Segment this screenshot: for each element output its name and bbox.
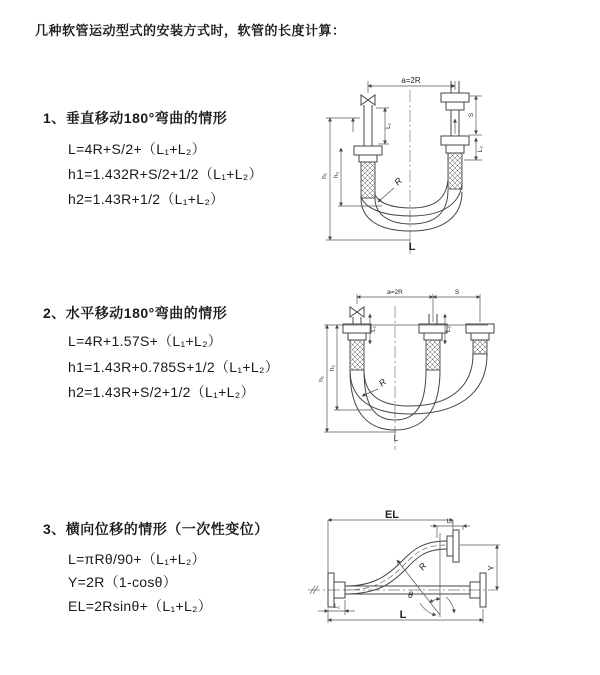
d1-radius-label: R [392,175,405,188]
d3-dim-l-label: L [399,609,407,621]
d1-hose-shallow-inner [375,180,448,208]
d2-left-flange [343,324,371,333]
section-1-heading: 1、垂直移动180°弯曲的情形 [43,110,228,126]
d3-upper-flange [453,530,459,562]
d1-hose-deep-outer [361,192,462,231]
d2-right-braid [473,340,487,354]
diagram-2-horizontal-bend [310,282,600,462]
d1-dim-l2-label: L₂ [477,145,484,153]
d3-dim-y-label: Y [487,565,496,571]
section-1-formula-h1: h1=1.432R+S/2+1/2（L₁+L₂） [68,166,263,182]
d2-valve-icon [350,307,364,317]
d2-right-flange [466,324,494,333]
d2-dim-l1-label: L₁ [370,326,377,332]
section-2-formula-h1: h1=1.43R+0.785S+1/2（L₁+L₂） [68,359,279,375]
d3-hose-curve-bottom [345,549,447,594]
d3-dim-l1-label: L₁ [334,603,340,610]
d2-dim-s-label: S [454,289,460,296]
d3-hose-curve-top [345,541,447,586]
d3-dim-el-label: EL [384,509,400,521]
d1-right-lower-flange [441,136,469,145]
d2-dim-h1-label: h₁ [318,376,325,382]
d2-dim-l2-label: L₂ [445,325,452,333]
d1-right-upper-flange [441,93,469,102]
d3-radius-label: R [416,560,429,573]
d3-swing-arrow-left [420,603,436,615]
d1-right-braid [448,153,462,189]
diagram-1-vertical-bend [310,68,600,258]
section-3-formula-L: L=πRθ/90+（L₁+L₂） [68,551,206,567]
d2-radius-label: R [376,376,389,389]
d2-dim-h2-label: h₂ [329,364,336,372]
d2-middle-braid [426,340,440,370]
d2-dim-a2r-label: a=2R [387,289,403,296]
page-title: 几种软管运动型式的安装方式时，软管的长度计算： [35,23,346,38]
section-3-heading: 3、横向位移的情形（一次性变位） [43,521,269,537]
d2-middle-flange [419,324,447,333]
d1-length-label: L [408,241,416,253]
d3-angle-label: θ [408,590,413,600]
d3-angle-arc [430,599,440,603]
d1-left-flange [354,146,382,155]
d1-left-braid [361,162,375,198]
section-3-formula-EL: EL=2Rsinθ+（L₁+L₂） [68,598,213,614]
d1-dim-l1-label: L₁ [385,123,392,129]
section-1-formula-h2: h2=1.43R+1/2（L₁+L₂） [68,191,225,207]
d2-left-braid [350,340,364,370]
d1-dim-s-label: S [468,112,475,118]
diagram-3-lateral-displacement [300,505,600,655]
section-2-heading: 2、水平移动180°弯曲的情形 [43,305,228,321]
d2-hose-shifted-outer [350,354,487,414]
d1-valve-icon [361,95,375,105]
section-2-formula-h2: h2=1.43R+S/2+1/2（L₁+L₂） [68,384,255,400]
section-2-formula-L: L=4R+1.57S+（L₁+L₂） [68,333,223,349]
section-1-formula-L: L=4R+S/2+（L₁+L₂） [68,141,206,157]
d1-dim-a2r-label: a=2R [401,76,421,85]
d3-swing-arrow-right [446,597,454,613]
section-3-formula-Y: Y=2R（1-cosθ） [68,574,178,590]
d1-dim-h2-label: h₂ [333,171,340,179]
d3-dim-l2-label: L₂ [446,518,454,525]
d2-length-label: L [393,434,399,443]
d1-dim-h1-label: h₁ [321,173,328,179]
